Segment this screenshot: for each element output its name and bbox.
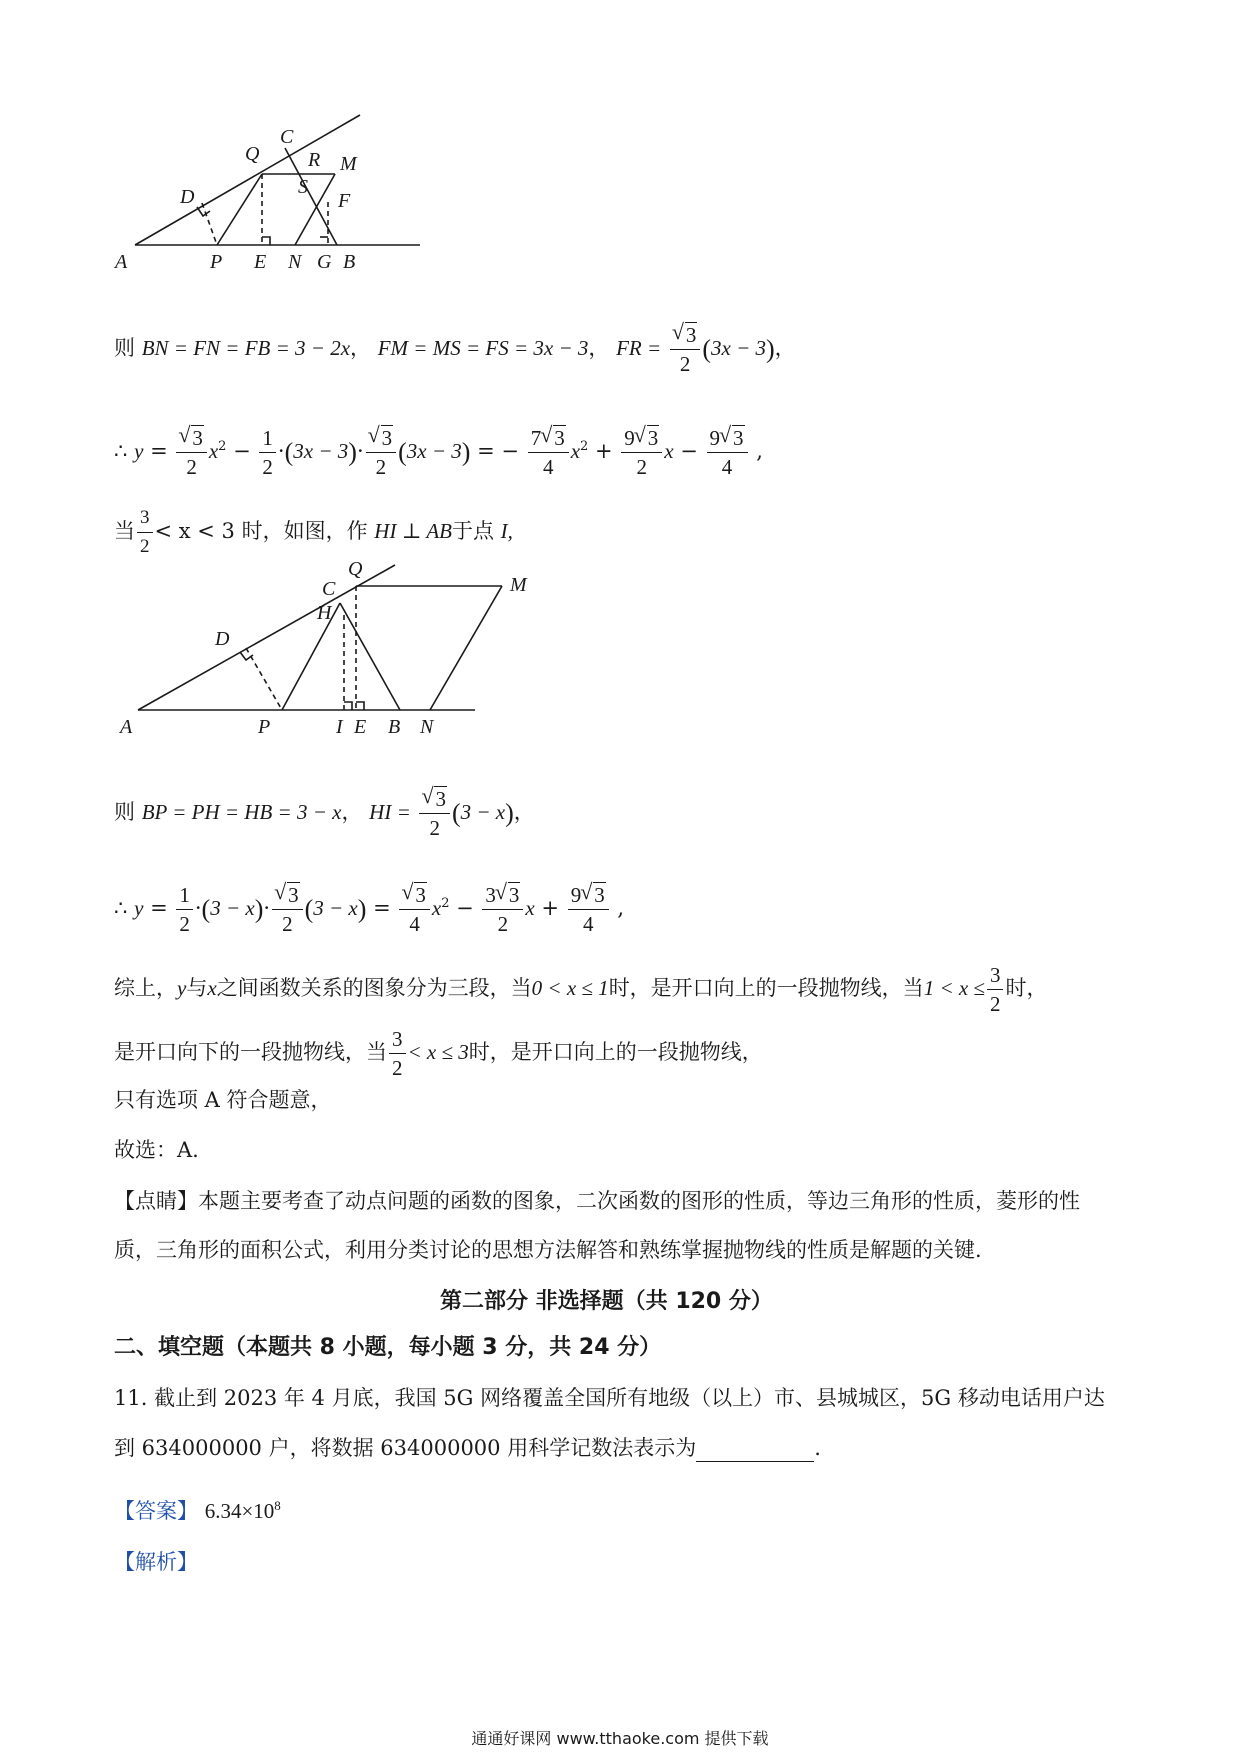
- geometry-figure-1: [110, 110, 430, 280]
- fig2-label-e: E: [354, 716, 367, 738]
- question-11-text: 到 634000000 户，将数据 634000000 用科学记数法表示为: [114, 1436, 697, 1460]
- answer-line: [114, 1492, 281, 1525]
- case-3-condition: 当 $\frac{3}{2}$ < x < 3 时，如图，作 HI ⊥ AB于点 I,: [114, 507, 513, 557]
- fig1-label-c: C: [280, 126, 294, 148]
- y-formula-2: ∴ y = $\frac{1}{2}$ ·(3 − x)· √ $\frac{3}{2}$ (3 − x) = √ $\frac{3}{4}$ $x^2$ − $\frac{3√ 3}{2}$ x + $\frac{9√ 3}{4}$ ,: [114, 882, 624, 937]
- fig1-label-m: M: [340, 153, 357, 175]
- answer-blank: [696, 1439, 814, 1462]
- summary-line-1: 综上，y与x之间函数关系的图象分为三段，当0 < x ≤ 1时，是开口向上的一段抛物线，当1 < x ≤ $\frac{3}{2}$ 时，: [114, 963, 1048, 1016]
- fig2-label-i: I: [336, 716, 343, 738]
- fig2-label-b: B: [388, 716, 401, 738]
- fig2-label-n: N: [420, 716, 434, 738]
- summary-prefix: 综上，: [114, 976, 177, 1000]
- fig1-label-f: F: [338, 190, 351, 212]
- summary-when: 时，: [1005, 976, 1048, 1000]
- therefore-symbol: ∴: [114, 439, 128, 463]
- sqrt3-over-2: √ $\frac{3}{2}$: [670, 322, 701, 377]
- hi-perp-ab: HI ⊥ AB: [374, 519, 452, 543]
- fig1-label-g: G: [317, 251, 332, 273]
- summary-upward-2: 时，是开口向上的一段抛物线，: [468, 1040, 763, 1064]
- only-option-a: 只有选项 A 符合题意，: [114, 1088, 332, 1112]
- when-word: 当: [114, 519, 135, 543]
- fig1-label-e: E: [254, 251, 267, 273]
- relation-line-1: 则 BN = FN = FB = 3 − 2x， FM = MS = FS = 3x − 3， FR = √ $\frac{3}{2}$ (3x − 3)，: [114, 322, 796, 377]
- final-choice: 故选：A.: [114, 1138, 199, 1162]
- geometry-figure-2: [110, 555, 550, 745]
- analysis-tag: 【解析】: [114, 1550, 198, 1574]
- summary-downward: 是开口向下的一段抛物线，当: [114, 1040, 387, 1064]
- hi-lhs: HI =: [369, 800, 411, 824]
- fig2-label-p: P: [258, 716, 271, 738]
- fr-lhs: FR =: [616, 336, 662, 360]
- dianjing-line-1: [114, 1187, 1080, 1215]
- fig1-label-p: P: [210, 251, 223, 273]
- fig2-label-d: D: [215, 628, 230, 650]
- relation-line-2: 则 BP = PH = HB = 3 − x， HI = √ $\frac{3}{2}$ (3 − x)，: [114, 786, 535, 841]
- fig2-label-q: Q: [348, 558, 363, 580]
- fig2-label-a: A: [120, 716, 133, 738]
- question-11-line-2: [114, 1434, 821, 1462]
- answer-tag: 【答案】: [114, 1499, 198, 1523]
- summary-upward-1: 时，是开口向上的一段抛物线，当: [608, 976, 924, 1000]
- fig1-label-b: B: [343, 251, 356, 273]
- bp-equation: BP = PH = HB = 3 − x: [141, 800, 342, 824]
- case-3-range: < x < 3 时，如图，作: [154, 519, 368, 543]
- then-word-2: 则: [114, 800, 135, 824]
- answer-exponent: 8: [274, 1498, 281, 1513]
- y-formula-1: ∴ y = √ $\frac{3}{2}$ $x^2$ − $\frac{1}{2}$ ·(3x − 3)· √ $\frac{3}{2}$ (3x − 3) = − $\frac{7√ 3}{4}$ $x^2$ + $\frac{9√ 3}{2}$ x − $\frac{9√ 3}{4}$ ,: [114, 425, 763, 480]
- fig2-label-m: M: [510, 574, 527, 596]
- dianjing-text-1: 本题主要考查了动点问题的函数的图象，二次函数的图形的性质，等边三角形的性质，菱形的性: [198, 1189, 1080, 1213]
- summary-line-2: 是开口向下的一段抛物线，当 $\frac{3}{2}$ < x ≤ 3时，是开口向上的一段抛物线，: [114, 1027, 763, 1080]
- section-two-heading: 二、填空题（本题共 8 小题，每小题 3 分，共 24 分）: [114, 1335, 662, 1360]
- fig1-label-s: S: [298, 176, 308, 198]
- answer-value: 6.34×10: [204, 1499, 275, 1523]
- fig1-label-n: N: [288, 251, 302, 273]
- fm-equation: FM = MS = FS = 3x − 3: [377, 336, 589, 360]
- question-11-period: .: [814, 1436, 821, 1460]
- point-i-label: I,: [500, 519, 513, 543]
- at-point-word: 于点: [451, 519, 494, 543]
- fig2-label-c: C: [322, 578, 336, 600]
- bn-equation: BN = FN = FB = 3 − 2x: [141, 336, 351, 360]
- summary-and: 与: [186, 976, 208, 1000]
- fig2-label-h: H: [317, 602, 332, 624]
- fig1-label-q: Q: [245, 143, 260, 165]
- footer-source: 通通好课网 www.tthaoke.com 提供下载: [471, 1729, 769, 1748]
- fig1-label-r: R: [308, 149, 321, 171]
- question-11-line-1: 11. 截止到 2023 年 4 月底，我国 5G 网络覆盖全国所有地级（以上）市、县城城区，5G 移动电话用户达: [114, 1386, 1105, 1410]
- fig1-label-a: A: [115, 251, 128, 273]
- summary-three-segments: 之间函数关系的图象分为三段，当: [216, 976, 532, 1000]
- dianjing-tag: 【点睛】: [114, 1189, 198, 1213]
- then-word: 则: [114, 336, 135, 360]
- dianjing-line-2: 质，三角形的面积公式，利用分类讨论的思想方法解答和熟练掌握抛物线的性质是解题的关键.: [114, 1238, 982, 1262]
- fig1-label-d: D: [180, 186, 195, 208]
- part-two-heading: 第二部分 非选择题（共 120 分）: [440, 1289, 773, 1314]
